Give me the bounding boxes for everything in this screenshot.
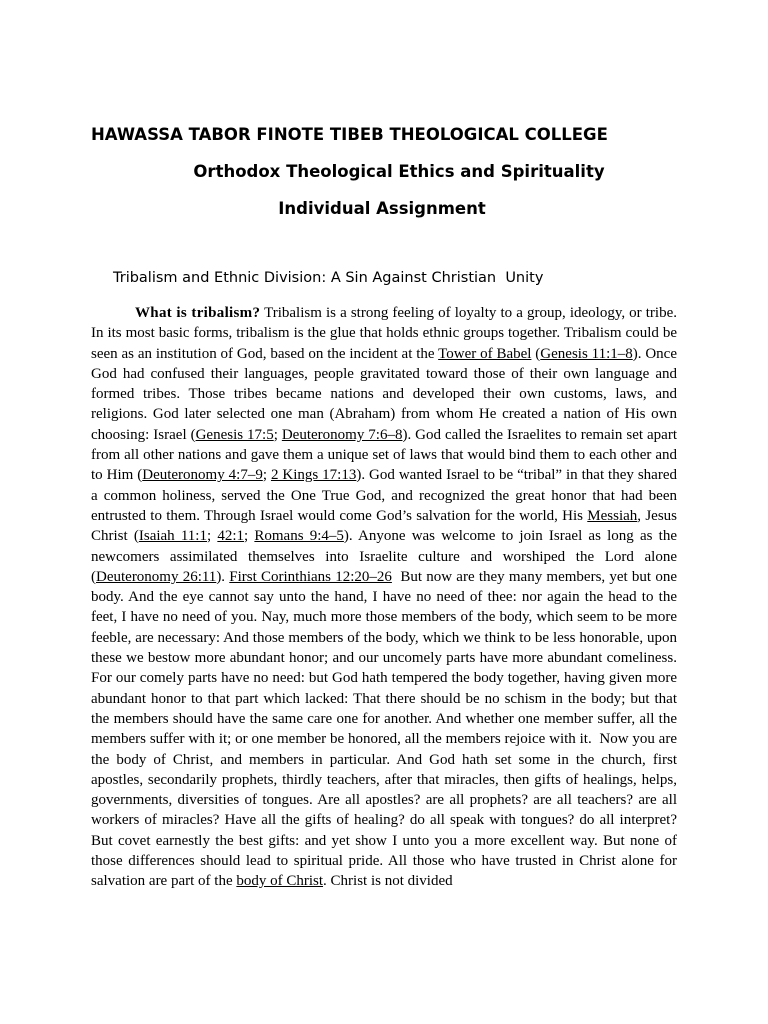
link-isaiah-42[interactable]: 42:1 [217,528,245,545]
college-name: HAWASSA TABOR FINOTE TIBEB THEOLOGICAL COLLEGE [91,125,608,144]
link-tower-of-babel[interactable]: Tower of Babel [438,345,532,362]
link-first-corinthians-12[interactable]: First Corinthians 12:20–26 [229,568,392,585]
course-title: Orthodox Theological Ethics and Spirituality [193,162,605,181]
lead-question: What is tribalism? [135,305,261,321]
text-run: . Christ is not divided [323,873,453,890]
text-run: ). God wanted Israel to be “tribal” in that they shared a common holiness, served the One True God, and recognized the great honor that had been entrusted to them. Through Israel would come God’s salvation for the world, His [91,467,677,524]
link-genesis-11[interactable]: Genesis 11:1–8 [540,345,633,362]
text-run: ; [244,528,255,545]
text-run: ). God called the Israelites to remain set apart from all other nations and gave them a unique set of laws that would bind them to each other and to Him ( [91,426,677,484]
assignment-heading: Individual Assignment [278,199,486,218]
essay-title: Tribalism and Ethnic Division: A Sin Against Christian Unity [113,270,544,286]
link-2-kings-17[interactable]: 2 Kings 17:13 [270,467,357,484]
text-run: But now are they many members, yet but one body. And the eye cannot say unto the hand, I have no need of thee: nor again the head to the feet, I have no need of you. Nay, much more those members of the body, which seem to be more feeble, are necessary: And those members of the body, which we think to be less honorable, upon these we bestow more abundant honor; and our uncomely parts have more abundant comeliness. For our comely parts have no need: but God hath tempered the body together, having given more abundant honor to that part which lacked: That there should be no schism in the body; but that the members should have the same care one for another. And whether one member suffer, all the members suffer with it; or one member be honored, all the members rejoice with it. Now you are the body of Christ, and members in particular. And God hath set some in the church, first apostles, secondarily prophets, thirdly teachers, after that miracles, then gifts of healings, helps, governments, diversities of tongues. Are all apostles? are all prophets? are all teachers? are all workers of miracles? Have all the gifts of healing? do all speak with tongues? do all interpret? But covet earnestly the best gifts: and yet show I unto you a more excellent way. But none of those differences should lead to spiritual pride. All those who have trusted in Christ alone for salvation are part of the [91,568,681,890]
link-isaiah-11[interactable]: Isaiah 11:1 [138,528,207,545]
text-run: ; [206,528,218,545]
link-messiah[interactable]: Messiah [587,507,638,524]
text-run: ; [262,467,271,484]
link-deuteronomy-4[interactable]: Deuteronomy 4:7–9 [142,467,263,484]
link-deuteronomy-26[interactable]: Deuteronomy 26:11 [96,568,217,585]
text-run: ). [216,568,230,585]
link-genesis-17[interactable]: Genesis 17:5 [195,426,274,443]
text-run: ). Anyone was welcome to join Israel as long as the newcomers assimilated themselves into Israelite culture and worshiped the Lord alone ( [91,528,677,585]
link-deuteronomy-7[interactable]: Deuteronomy 7:6–8 [281,426,403,443]
link-body-of-christ[interactable]: body of Christ [236,873,324,890]
link-romans-9[interactable]: Romans 9:4–5 [254,528,344,545]
text-run: ; [273,426,282,443]
text-run: , Jesus Christ ( [91,507,677,545]
text-run: ). Once God had confused their languages, people gravitated toward those of their own language and formed tribes. Those tribes became nations and developed their own customs, laws, and religions. God later selected one man (Abraham) from whom He created a nation of His own choosing: Israel ( [91,345,677,443]
text-run: ( [531,345,541,362]
essay-paragraph [91,303,681,892]
text-run: Tribalism is a strong feeling of loyalty to a group, ideology, or tribe. In its most basic forms, tribalism is the glue that holds ethnic groups together. Tribalism could be seen as an institution of God, based on the incident at the [91,305,678,362]
